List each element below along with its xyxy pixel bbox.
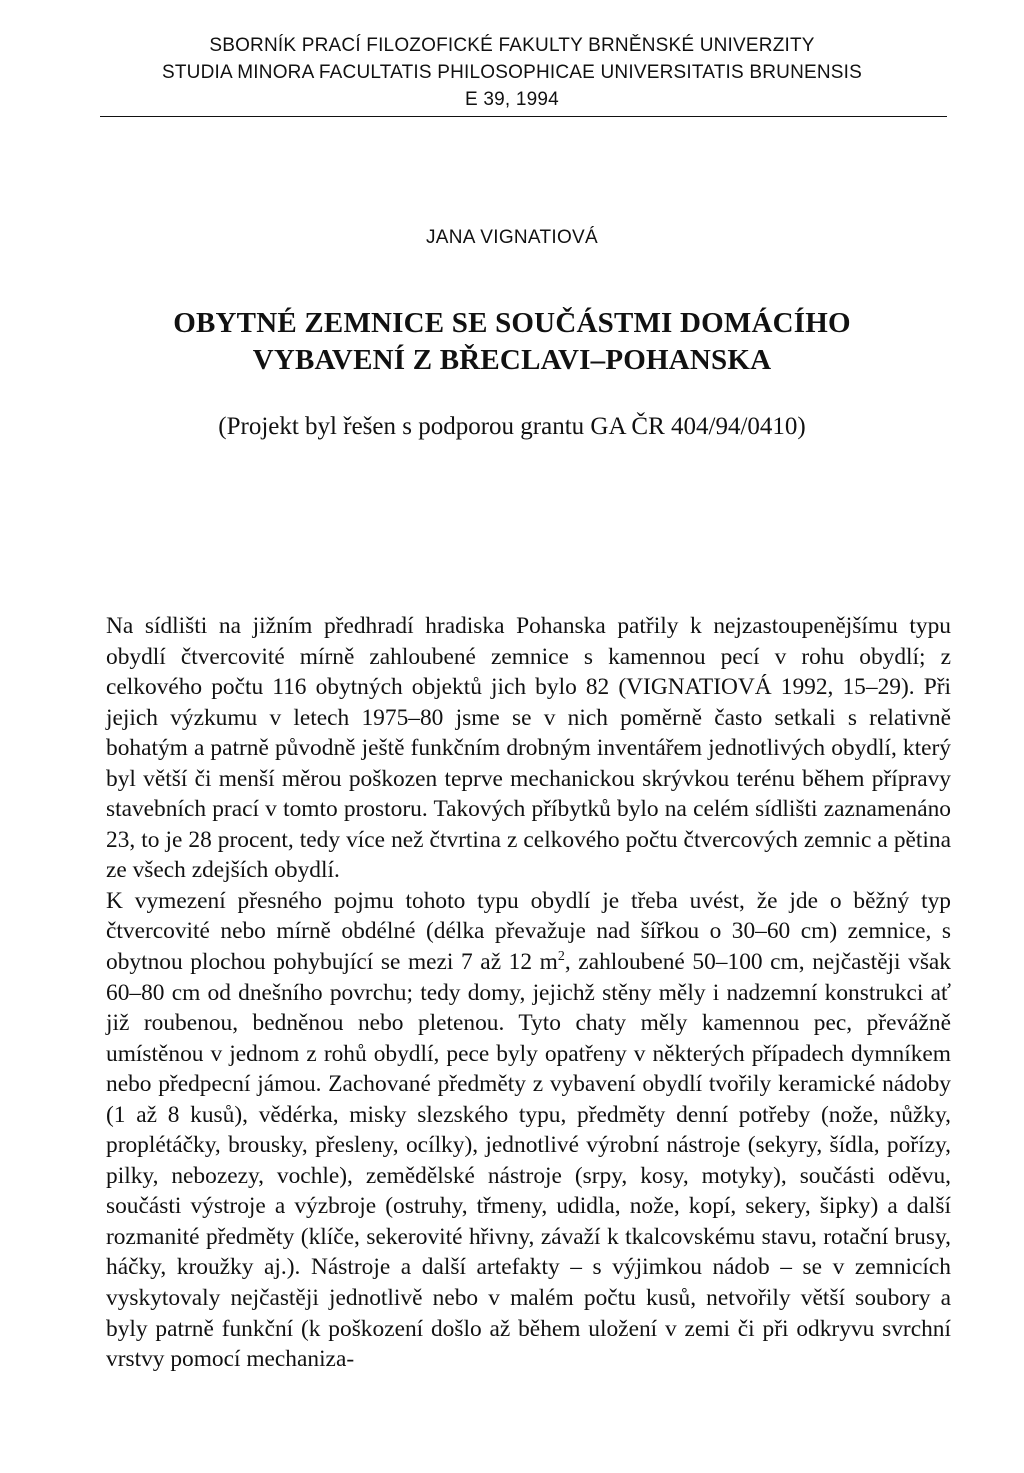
area-unit-superscript: 2 bbox=[557, 949, 565, 965]
author-name: JANA VIGNATIOVÁ bbox=[425, 227, 599, 248]
article-title bbox=[0, 305, 1024, 379]
journal-title-czech: SBORNÍK PRACÍ FILOZOFICKÉ FAKULTY BRNĚNSKÉ UNIVERZITY bbox=[209, 35, 815, 56]
journal-volume: E 39, 1994 bbox=[465, 89, 559, 110]
paragraph-2-text-b: , zahloubené 50–100 cm, nejčastěji však 60–80 cm od dnešního povrchu; tedy domy, jejichž stěny měly i nadzemní konstrukci ať již roubenou, bedněnou nebo pletenou. Tyto chaty měly kamennou pec, převážně umístěnou v jednom z rohů obydlí, pece byly opatřeny v některých případech dymníkem nebo předpecní jámou. Zachované předměty z vybavení obydlí tvořily keramické nádoby (1 až 8 kusů), vědérka, misky slezského typu, předměty denní potřeby (nože, nůžky, proplétáčky, brousky, přesleny, ocílky), jednotlivé výrobní nástroje (sekyry, šídla, pořízy, pilky, nebozezy, vochle), zemědělské nástroje (srpy, kosy, motyky), součásti oděvu, součásti výstroje a výzbroje (ostruhy, třmeny, udidla, nože, kopí, sekery, šipky) a další rozmanité předměty (klíče, sekerovité hřivny, závaží k tkalcovskému stavu, rotační brusy, háčky, kroužky aj.). Nástroje a další artefakty – s výjimkou nádob – se v zemnicích vyskytovaly nejčastěji jednotlivě nebo v malém počtu kusů, netvořily větší soubory a byly patrně funkční (k poškození došlo až během uložení v zemi či při odkryvu svrchní vrstvy pomocí mechaniza- bbox=[106, 949, 951, 1373]
paragraph-1: Na sídlišti na jižním předhradí hradiska Pohanska patřily k nejzastoupenějšímu typu obydlí čtvercovité mírně zahloubené zemnice s kamennou pecí v rohu obydlí; z celkového počtu 116 obytných objektů jich bylo 82 (VIGNATIOVÁ 1992, 15–29). Při jejich výzkumu v letech 1975–80 jsme se v nich poměrně často setkali s relativně bohatým a patrně původně ještě funkčním drobným inventářem jednotlivých obydlí, který byl větší či menší měrou poškozen teprve mechanickou skrývkou terénu během přípravy stavebních prací v tomto prostoru. Takových příbytků bylo na celém sídlišti zaznamenáno 23, to je 28 procent, tedy více než čtvrtina z celkového počtu čtvercových zemnic a pětina ze všech zdejších obydlí. bbox=[106, 613, 951, 884]
article-body bbox=[106, 611, 951, 1375]
header-divider bbox=[100, 116, 947, 117]
paragraph-2 bbox=[106, 886, 951, 1375]
journal-header bbox=[0, 32, 1024, 113]
grant-note: (Projekt byl řešen s podporou grantu GA ČR 404/94/0410) bbox=[218, 413, 806, 440]
article-title-line-1: OBYTNÉ ZEMNICE SE SOUČÁSTMI DOMÁCÍHO bbox=[173, 307, 851, 339]
article-title-line-2: VYBAVENÍ Z BŘECLAVI–POHANSKA bbox=[252, 344, 772, 376]
journal-title-latin: STUDIA MINORA FACULTATIS PHILOSOPHICAE UNIVERSITATIS BRUNENSIS bbox=[161, 62, 863, 83]
paragraph-2-text-a: K vymezení přesného pojmu tohoto typu obydlí je třeba uvést, že jde o běžný typ čtvercovité nebo mírně obdélné (délka převažuje nad šířkou o 30–60 cm) zemnice, s obytnou plochou pohybující se mezi 7 až 12 m bbox=[106, 887, 951, 976]
